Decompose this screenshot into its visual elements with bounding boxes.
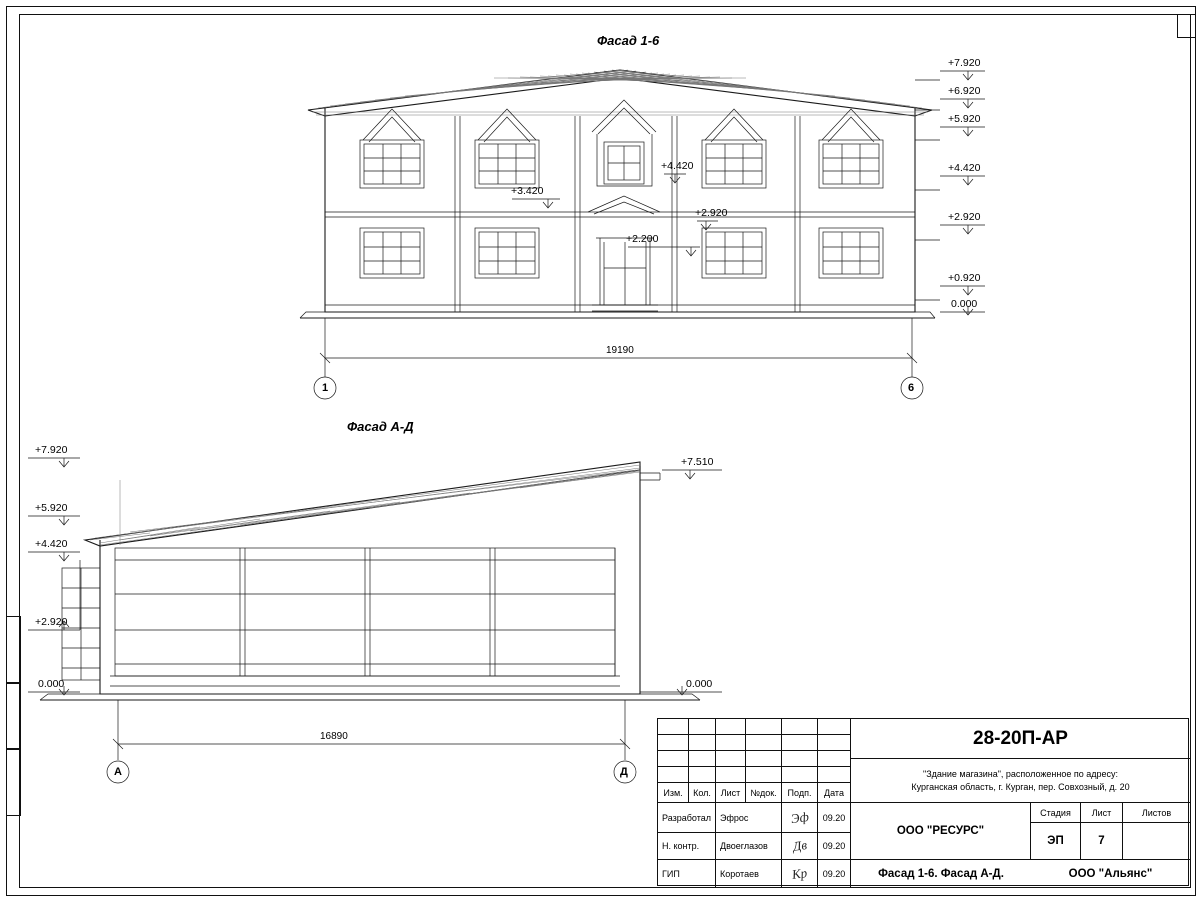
stamp-grid-r2c5: [818, 751, 851, 767]
axis-label-main-right: 6: [908, 382, 915, 394]
stamp-grid-r0c0: [658, 719, 689, 735]
stamp-grid-r0c2: [716, 719, 746, 735]
axis-label-main-left: 1: [322, 382, 329, 394]
facade-main-geometry: [300, 70, 935, 318]
elevation-label-main-3: +4.420: [948, 162, 981, 174]
elevation-label-main-2: +5.920: [948, 113, 981, 125]
stamp-grid-r3c0: [658, 767, 689, 783]
stamp-col-header-1: Кол.: [689, 783, 716, 803]
stamp-grid-r1c1: [689, 735, 716, 751]
elevation-label-side-3: +2.920: [35, 616, 68, 628]
stamp-role-2: ГИП: [658, 860, 716, 887]
stamp-lists-value: [1123, 823, 1190, 860]
elevation-marks-side-left: [28, 458, 80, 695]
stamp-grid-r1c3: [746, 735, 782, 751]
stamp-grid-r2c4: [782, 751, 818, 767]
axis-label-side-left: А: [114, 766, 122, 778]
stamp-grid-r1c5: [818, 735, 851, 751]
facade-side-geometry: [40, 462, 700, 700]
facade-side-title: Фасад А-Д: [347, 419, 414, 434]
elevation-label-main-5: +0.920: [948, 272, 981, 284]
stamp-grid-r3c2: [716, 767, 746, 783]
stamp-grid-r2c0: [658, 751, 689, 767]
stamp-stage-value: ЭП: [1031, 823, 1081, 860]
stamp-grid-r3c5: [818, 767, 851, 783]
elevation-label-side-1: +5.920: [35, 502, 68, 514]
stamp-grid-r3c1: [689, 767, 716, 783]
stamp-grid-r3c4: [782, 767, 818, 783]
stamp-col-header-0: Изм.: [658, 783, 689, 803]
stamp-name-1: Двоеглазов: [716, 833, 782, 860]
stamp-date-1: 09.20: [818, 833, 851, 860]
elevation-label-inner-2: +2.920: [695, 207, 728, 219]
dimension-label-side: 16890: [320, 731, 348, 742]
stamp-col-header-3: №док.: [746, 783, 782, 803]
stamp-date-0: 09.20: [818, 803, 851, 833]
stamp-grid-r0c3: [746, 719, 782, 735]
stamp-project-code: 28-20П-АР: [851, 719, 1190, 759]
elevation-label-side-2: +4.420: [35, 538, 68, 550]
stamp-grid-r1c2: [716, 735, 746, 751]
facade-main-title: Фасад 1-6: [597, 33, 660, 48]
stamp-col-header-5: Дата: [818, 783, 851, 803]
elevation-label-side-right-bottom: 0.000: [686, 678, 713, 690]
stamp-organization: ООО "РЕСУРС": [851, 803, 1031, 860]
stamp-list-label: Лист: [1081, 803, 1123, 823]
elevation-label-side-right-top: +7.510: [681, 456, 714, 468]
stamp-col-header-4: Подп.: [782, 783, 818, 803]
elevation-label-main-0: +7.920: [948, 57, 981, 69]
title-block: [657, 718, 1189, 886]
signature-glyph-2: Кр: [790, 864, 808, 882]
elevation-marks-side-right: [640, 470, 722, 695]
elevation-label-side-4: 0.000: [38, 678, 65, 690]
elevation-label-side-0: +7.920: [35, 444, 68, 456]
dimension-main: [314, 318, 923, 399]
stamp-object-line2: Курганская область, г. Курган, пер. Совхозный, д. 20: [911, 781, 1130, 792]
stamp-date-2: 09.20: [818, 860, 851, 887]
stamp-grid-r2c1: [689, 751, 716, 767]
stamp-object-description: [851, 759, 1190, 803]
elevation-label-inner-0: +4.420: [661, 160, 694, 172]
stamp-grid-r0c4: [782, 719, 818, 735]
stamp-grid-r2c2: [716, 751, 746, 767]
stamp-grid-r3c3: [746, 767, 782, 783]
stamp-grid-r2c3: [746, 751, 782, 767]
stamp-name-0: Эфрос: [716, 803, 782, 833]
dimension-side: [107, 700, 636, 783]
stamp-lists-label: Листов: [1123, 803, 1190, 823]
elevation-label-main-1: +6.920: [948, 85, 981, 97]
stamp-grid-r1c0: [658, 735, 689, 751]
stamp-object-line1: "Здание магазина", расположенное по адресу:: [923, 768, 1118, 779]
elevation-label-inner-3: +2.200: [626, 233, 659, 245]
stamp-col-header-2: Лист: [716, 783, 746, 803]
stamp-company: ООО "Альянс": [1068, 867, 1153, 880]
axis-label-side-right: Д: [620, 766, 628, 778]
elevation-label-main-4: +2.920: [948, 211, 981, 223]
stamp-role-0: Разработал: [658, 803, 716, 833]
stamp-stage-label: Стадия: [1031, 803, 1081, 823]
stamp-sheet-title: Фасад 1-6. Фасад А-Д.: [878, 867, 1004, 880]
stamp-signature-1: [782, 833, 818, 860]
stamp-list-value: 7: [1081, 823, 1123, 860]
stamp-signature-0: [782, 803, 818, 833]
stamp-grid-r1c4: [782, 735, 818, 751]
stamp-grid-r0c5: [818, 719, 851, 735]
stamp-role-1: Н. контр.: [658, 833, 716, 860]
elevation-label-inner-1: +3.420: [511, 185, 544, 197]
stamp-grid-r0c1: [689, 719, 716, 735]
signature-glyph-1: Дв: [791, 837, 808, 854]
signature-glyph-0: Эф: [789, 808, 810, 826]
stamp-signature-2: [782, 860, 818, 887]
dimension-label-main: 19190: [606, 345, 634, 356]
stamp-name-2: Коротаев: [716, 860, 782, 887]
elevation-label-main-6: 0.000: [951, 298, 978, 310]
